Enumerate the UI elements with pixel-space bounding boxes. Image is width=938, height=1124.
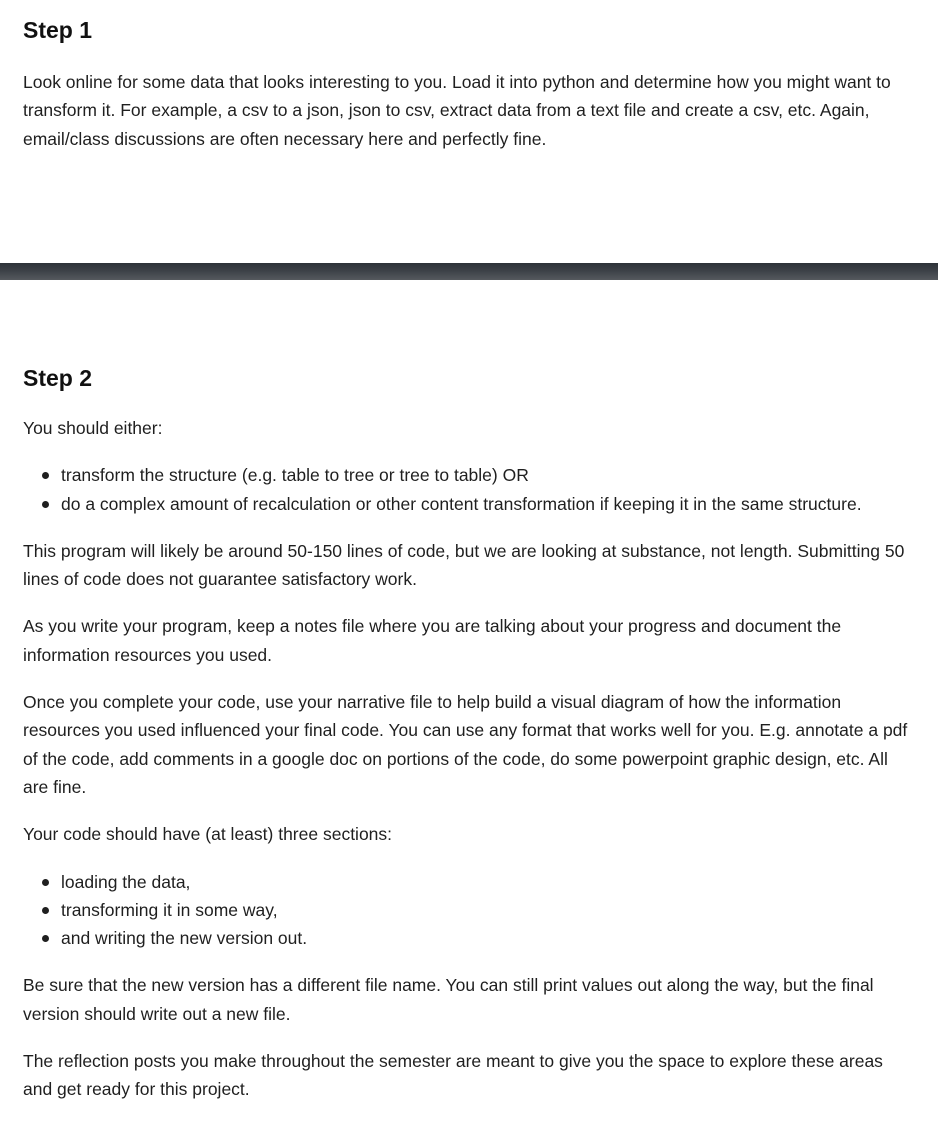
step-1-paragraph: Look online for some data that looks interesting to you. Load it into python and determine how you might want to transform it. For example, a csv to a json, json to csv, extract data from a text file and create a csv, etc. Again, email/class discussions are often necessary here and perfectly fine. (23, 72, 891, 149)
length-paragraph: This program will likely be around 50-150 lines of code, but we are looking at substance, not length. Submitting 50 lines of code does not guarantee satisfactory work. (23, 540, 905, 590)
list-item: and writing the new version out. (61, 924, 913, 952)
section-divider (0, 263, 938, 280)
step-2-heading: Step 2 (23, 365, 93, 391)
list-item: loading the data, (61, 868, 913, 896)
list-item: do a complex amount of recalculation or other content transformation if keeping it in the same structure. (61, 490, 913, 518)
notes-paragraph: As you write your program, keep a notes file where you are talking about your progress and document the information resources you used. (23, 616, 842, 665)
filename-paragraph: Be sure that the new version has a different file name. You can still print values out along the way, but the final version should write out a new file. (23, 975, 874, 1024)
list-item: transform the structure (e.g. table to tree or tree to table) OR (61, 461, 913, 489)
step-2-intro: You should either: (23, 418, 163, 438)
step-1-heading: Step 1 (23, 17, 93, 43)
step-2-section (23, 362, 913, 1104)
step-1-section (23, 14, 913, 153)
list-item: transforming it in some way, (61, 896, 913, 924)
sections-intro: Your code should have (at least) three sections: (23, 824, 393, 845)
sections-list (23, 868, 913, 953)
diagram-paragraph: Once you complete your code, use your narrative file to help build a visual diagram of how the information resources you used influenced your final code. You can use any format that works well for you. E.g. annotate a pdf of the code, add comments in a google doc on portions of the code, do some powerpoint graphic design, etc. All are fine. (23, 692, 908, 797)
options-list (23, 461, 913, 518)
reflection-paragraph: The reflection posts you make throughout the semester are meant to give you the space to explore these areas and get ready for this project. (23, 1051, 883, 1100)
